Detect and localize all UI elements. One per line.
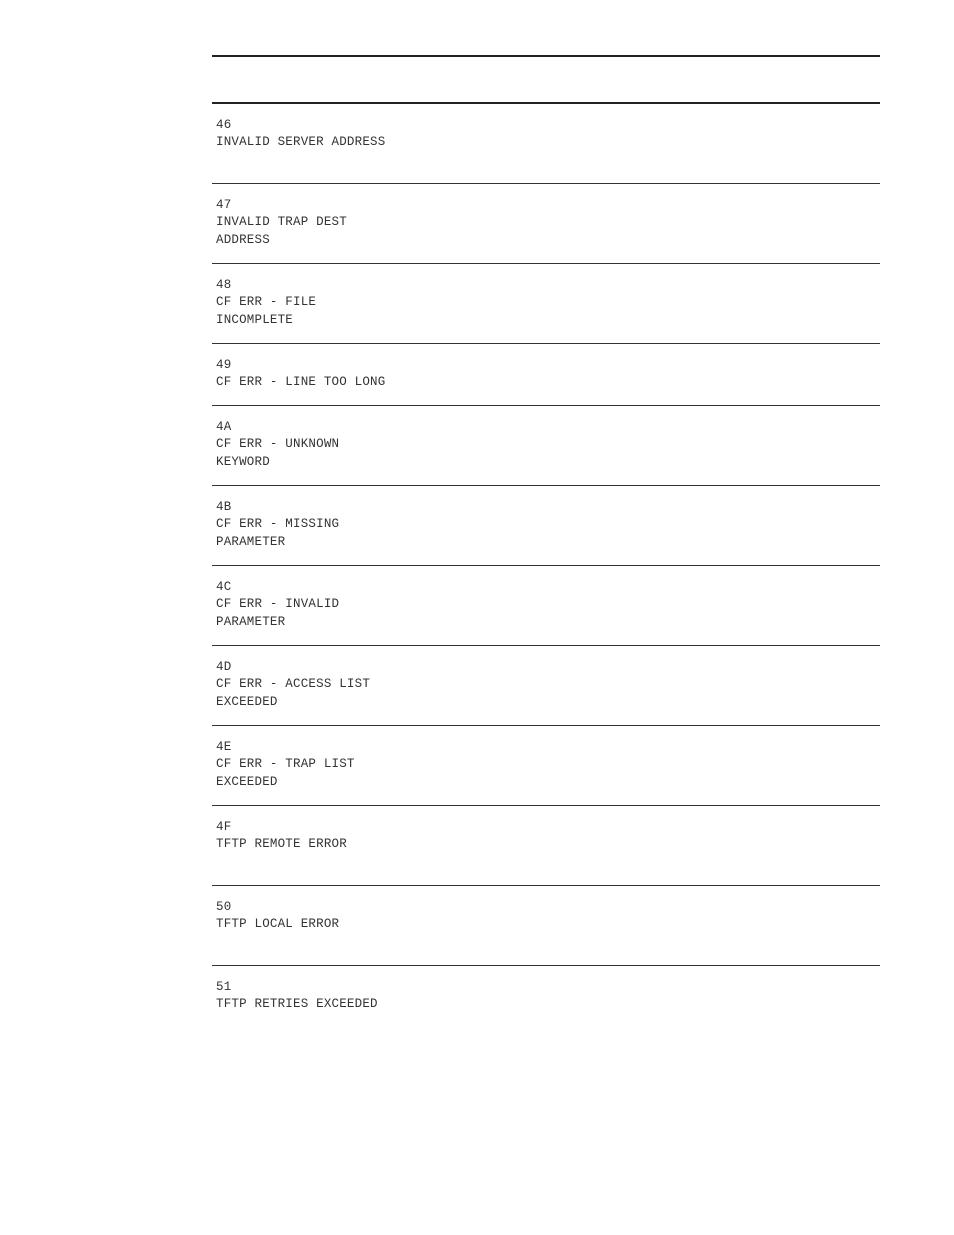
error-code: 47 [216,198,232,212]
error-code: 48 [216,278,232,292]
error-code: 46 [216,118,232,132]
error-message: CF ERR - LINE TOO LONG [216,375,386,390]
error-code: 4D [216,660,232,674]
table-row [212,104,880,184]
table-row [212,264,880,344]
table-row [212,646,880,726]
table-header-row [212,57,880,102]
error-message: INVALID SERVER ADDRESS [216,135,386,150]
error-message: TFTP RETRIES EXCEEDED [216,997,378,1012]
table-row [212,886,880,966]
error-code: 51 [216,980,232,994]
error-message: CF ERR - FILE INCOMPLETE [216,295,317,327]
table-row [212,806,880,886]
error-code: 4A [216,420,232,434]
error-message: INVALID TRAP DEST ADDRESS [216,215,347,247]
table-row [212,566,880,646]
error-message: CF ERR - ACCESS LIST EXCEEDED [216,677,371,709]
table-row [212,344,880,406]
error-message: TFTP REMOTE ERROR [216,837,347,852]
error-message: CF ERR - TRAP LIST EXCEEDED [216,757,355,789]
error-code-table [212,55,880,1046]
error-message: CF ERR - MISSING PARAMETER [216,517,340,549]
error-message: CF ERR - INVALID PARAMETER [216,597,340,629]
table-row [212,486,880,566]
error-message: TFTP LOCAL ERROR [216,917,340,932]
table-row [212,406,880,486]
table-row [212,184,880,264]
table-row [212,966,880,1046]
error-code: 49 [216,358,232,372]
error-code: 50 [216,900,232,914]
error-code: 4C [216,580,232,594]
error-code: 4E [216,740,232,754]
error-code: 4B [216,500,232,514]
error-code: 4F [216,820,232,834]
error-message: CF ERR - UNKNOWN KEYWORD [216,437,340,469]
table-row [212,726,880,806]
